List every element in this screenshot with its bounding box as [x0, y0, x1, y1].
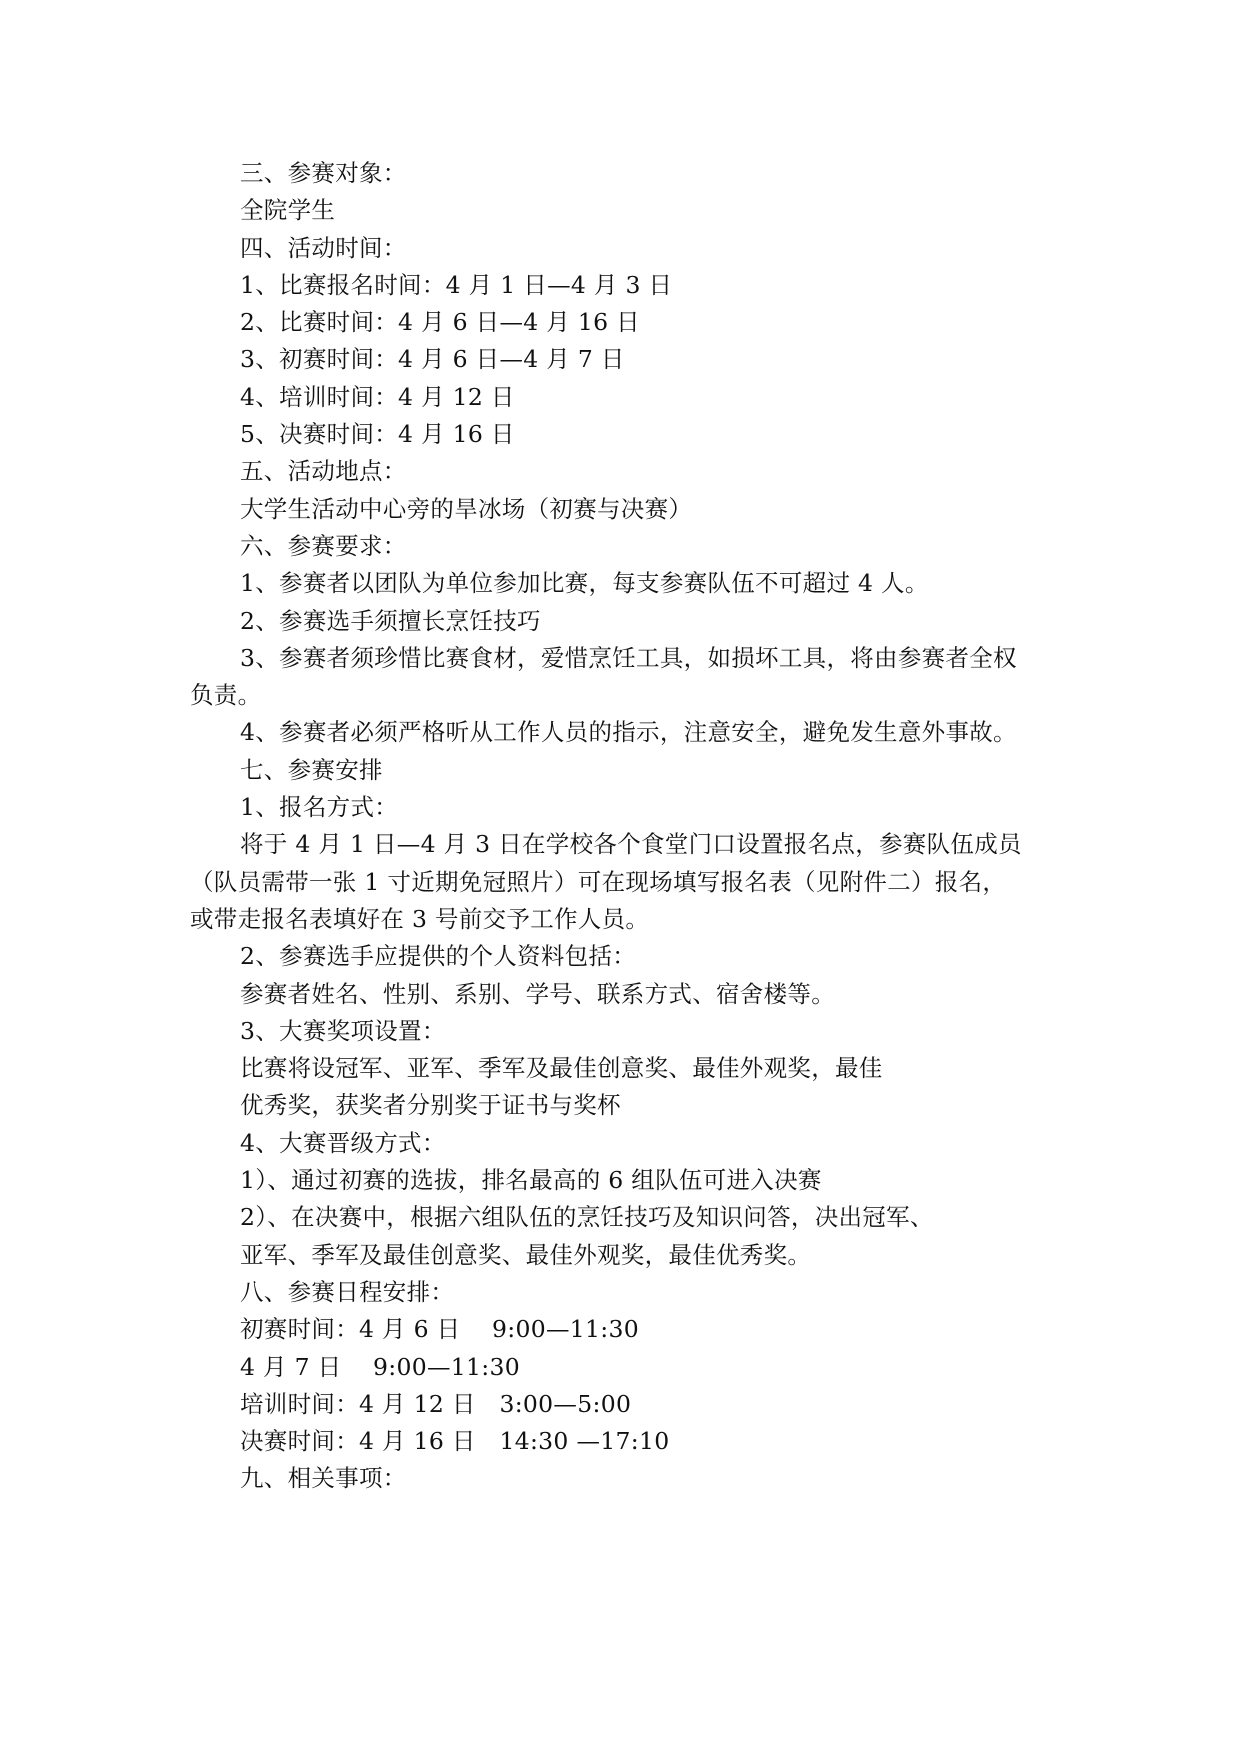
text-line: 5、决赛时间：4 月 16 日 [240, 420, 515, 449]
text-line: 或带走报名表填好在 3 号前交予工作人员。 [190, 904, 650, 933]
text-line: 参赛者姓名、性别、系别、学号、联系方式、宿舍楼等。 [240, 979, 835, 1008]
text-line: 4、大赛晋级方式： [240, 1128, 446, 1157]
text-line: 五、活动地点： [240, 457, 407, 486]
text-line: （队员需带一张 1 寸近期免冠照片）可在现场填写报名表（见附件二）报名， [190, 867, 1007, 896]
text-line: 3、初赛时间：4 月 6 日—4 月 7 日 [240, 345, 625, 374]
text-line: 4、培训时间：4 月 12 日 [240, 382, 515, 411]
text-line: 四、活动时间： [240, 233, 407, 262]
text-line: 七、参赛安排 [240, 755, 383, 784]
text-line: 初赛时间：4 月 6 日 9:00—11:30 [240, 1315, 639, 1344]
text-line: 1、报名方式： [240, 793, 399, 822]
text-line: 4 月 7 日 9:00—11:30 [240, 1352, 520, 1381]
text-line: 1、比赛报名时间：4 月 1 日—4 月 3 日 [240, 270, 673, 299]
text-line: 将于 4 月 1 日—4 月 3 日在学校各个食堂门口设置报名点，参赛队伍成员 [240, 830, 1022, 859]
text-line: 2、参赛选手应提供的个人资料包括： [240, 942, 637, 971]
text-line: 优秀奖，获奖者分别奖于证书与奖杯 [240, 1091, 621, 1120]
text-line: 八、参赛日程安排： [240, 1277, 455, 1306]
text-line: 负责。 [190, 681, 262, 710]
text-line: 决赛时间：4 月 16 日 14:30 —17:10 [240, 1427, 670, 1456]
text-line: 4、参赛者必须严格听从工作人员的指示，注意安全，避免发生意外事故。 [240, 718, 1017, 747]
text-line: 九、相关事项： [240, 1464, 407, 1493]
text-line: 2）、在决赛中，根据六组队伍的烹饪技巧及知识问答，决出冠军、 [240, 1203, 934, 1232]
text-line: 六、参赛要求： [240, 531, 407, 560]
text-line: 亚军、季军及最佳创意奖、最佳外观奖，最佳优秀奖。 [240, 1240, 812, 1269]
text-line: 培训时间：4 月 12 日 3:00—5:00 [240, 1389, 632, 1418]
text-line: 1、参赛者以团队为单位参加比赛，每支参赛队伍不可超过 4 人。 [240, 569, 929, 598]
document-body [190, 155, 1060, 1498]
text-line: 1）、通过初赛的选拔，排名最高的 6 组队伍可进入决赛 [240, 1166, 822, 1195]
text-line: 大学生活动中心旁的旱冰场（初赛与决赛） [240, 494, 693, 523]
text-line: 3、大赛奖项设置： [240, 1016, 446, 1045]
text-line: 比赛将设冠军、亚军、季军及最佳创意奖、最佳外观奖，最佳 [240, 1054, 883, 1083]
text-line: 2、参赛选手须擅长烹饪技巧 [240, 606, 541, 635]
text-line: 三、参赛对象： [240, 159, 407, 187]
text-line: 3、参赛者须珍惜比赛食材，爱惜烹饪工具，如损坏工具，将由参赛者全权 [240, 643, 1017, 672]
text-line: 2、比赛时间：4 月 6 日—4 月 16 日 [240, 308, 640, 337]
text-line: 全院学生 [240, 196, 336, 225]
